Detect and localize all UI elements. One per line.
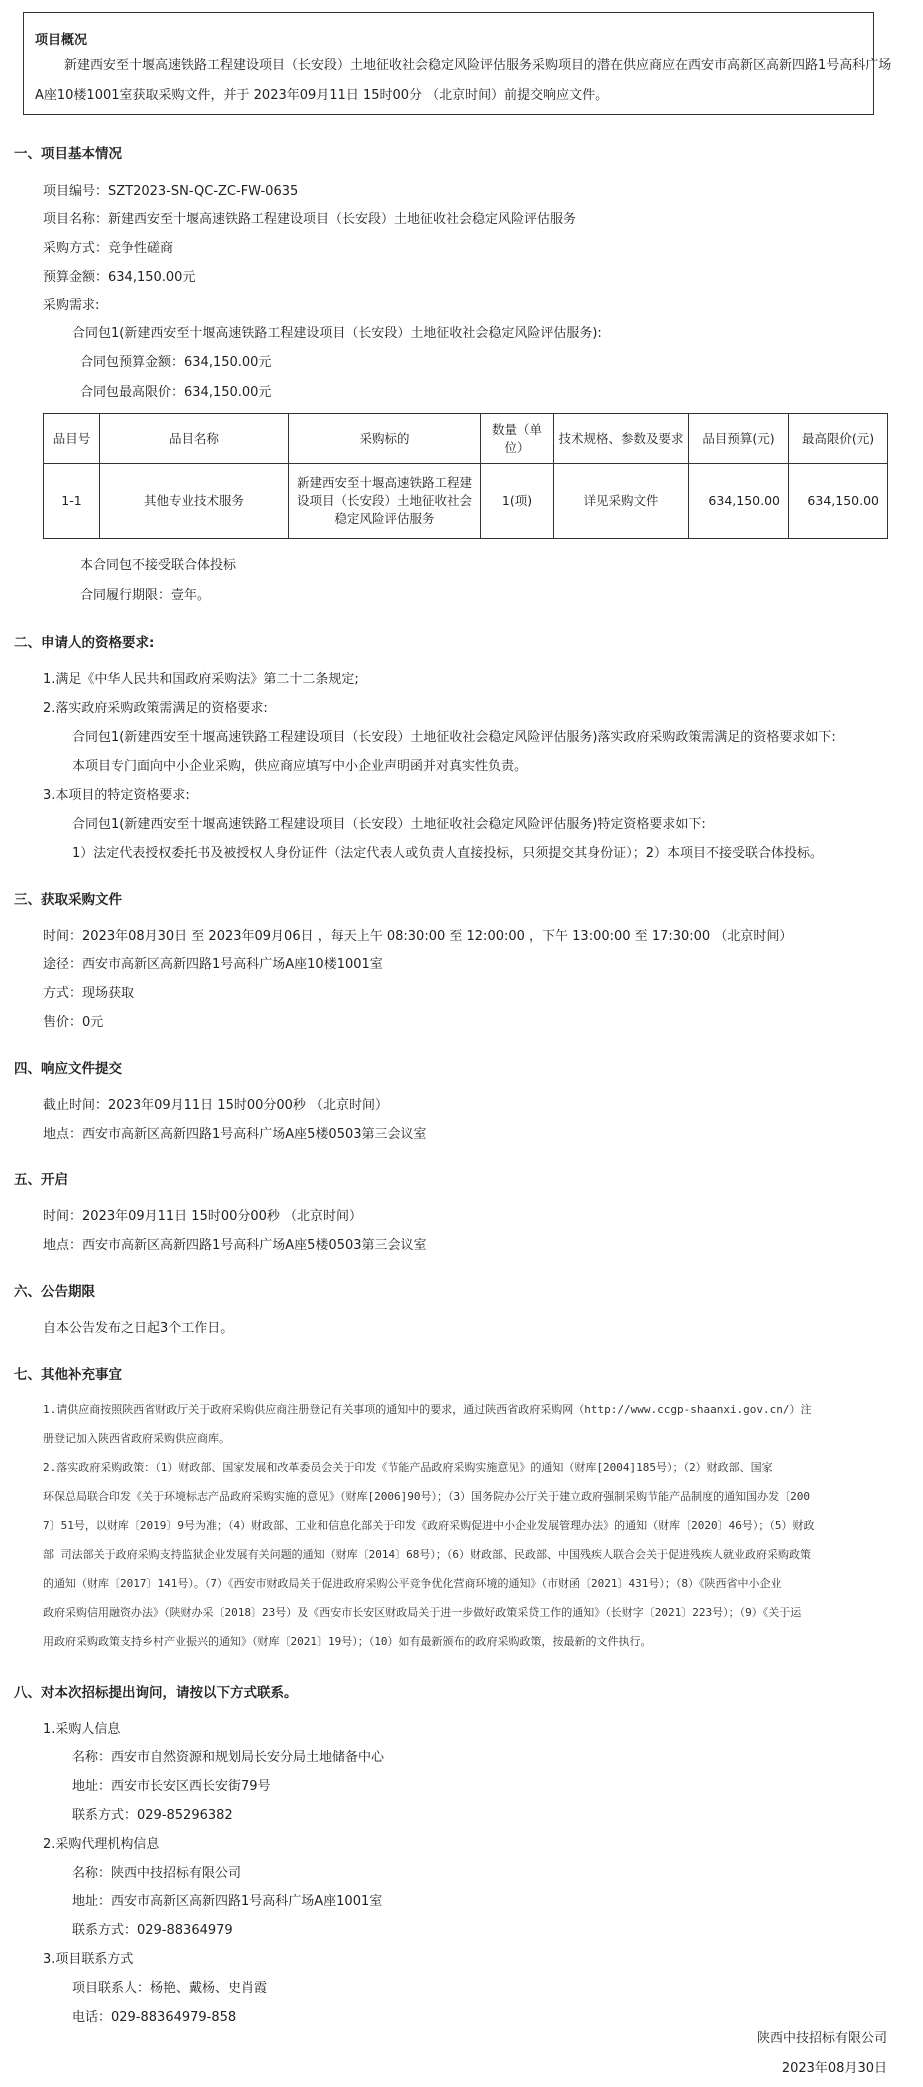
project-name: 项目名称：新建西安至十堰高速铁路工程建设项目（长安段）土地征收社会稳定风险评估服务 [43,212,577,227]
submission-place: 地点：西安市高新区高新四路1号高科广场A座5楼0503第三会议室 [43,1127,427,1142]
supplementary-p2-line4: 部 司法部关于政府采购支持监狱企业发展有关问题的通知（财库〔2014〕68号）；（6）财政部、民政部、中国残疾人联合会关于促进残疾人就业政府采购政策 [43,1548,811,1561]
buyer-phone: 联系方式：029-85296382 [72,1808,233,1823]
section-notice-period-heading: 六、公告期限 [14,1284,95,1300]
table-header-cell: 最高限价(元) [789,414,888,464]
notice-period-text: 自本公告发布之日起3个工作日。 [43,1321,234,1336]
footer-date: 2023年08月30日 [781,2061,887,2076]
supplementary-p2-line2: 环保总局联合印发《关于环境标志产品政府采购实施的意见》（财库[2006]90号）；（3）国务院办公厅关于建立政府强制采购节能产品制度的通知国办发〔200 [43,1490,810,1503]
obtain-method: 方式：现场获取 [43,986,135,1001]
project-contact-phone: 电话：029-88364979-858 [72,2010,237,2025]
supplementary-p2-line1: 2.落实政府采购政策：（1）财政部、国家发展和改革委员会关于印发《节能产品政府采购实施意见》的通知（财库[2004]185号）；（2）财政部、国家 [43,1461,773,1474]
qualification-item-3-detail: 合同包1(新建西安至十堰高速铁路工程建设项目（长安段）土地征收社会稳定风险评估服务)特定资格要求如下: [72,817,706,832]
buyer-name: 名称：西安市自然资源和规划局长安分局土地储备中心 [72,1750,385,1765]
table-cell: 634,150.00 [789,464,888,539]
agency-phone: 联系方式：029-88364979 [72,1923,233,1938]
agency-address: 地址：西安市高新区高新四路1号高科广场A座1001室 [72,1894,383,1909]
section-supplementary-heading: 七、其他补充事宜 [14,1367,122,1383]
agency-name: 名称：陕西中技招标有限公司 [72,1866,242,1881]
supplementary-p2-line3: 7〕51号，以财库〔2019〕9号为准；（4）财政部、工业和信息化部关于印发《政府采购促进中小企业发展管理办法》的通知（财库〔2020〕46号）；（5）财政 [43,1519,815,1532]
table-cell: 1-1 [44,464,100,539]
footer-company: 陕西中技招标有限公司 [756,2031,887,2046]
supplementary-p2-line5: 的通知（财库〔2017〕141号）。（7）《西安市财政局关于促进政府采购公平竞争优化营商环境的通知》（市财函〔2021〕431号）；（8）《陕西省中小企业 [43,1577,782,1590]
opening-place: 地点：西安市高新区高新四路1号高科广场A座5楼0503第三会议室 [43,1238,427,1253]
qualification-item-3: 3.本项目的特定资格要求: [43,788,190,803]
sme-requirement: 本项目专门面向中小企业采购，供应商应填写中小企业声明函并对真实性负责。 [72,759,528,774]
obtain-location: 途径：西安市高新区高新四路1号高科广场A座10楼1001室 [43,957,383,972]
table-header-cell: 品目名称 [100,414,289,464]
opening-time: 时间：2023年09月11日 15时00分00秒 （北京时间） [43,1209,363,1224]
obtain-time: 时间：2023年08月30日 至 2023年09月06日 ，每天上午 08:30:00 至 12:00:00 ，下午 13:00:00 至 17:30:00 （北京时间） [43,929,793,944]
agency-info-label: 2.采购代理机构信息 [43,1837,160,1852]
section-submission-heading: 四、响应文件提交 [14,1061,122,1077]
procurement-method: 采购方式：竞争性磋商 [43,241,174,256]
supplementary-p2-line7: 用政府采购政策支持乡村产业振兴的通知》（财库〔2021〕19号）；（10）如有最新颁布的政府采购政策，按最新的文件执行。 [43,1635,652,1648]
package-budget: 合同包预算金额：634,150.00元 [80,355,272,370]
procurement-demand-label: 采购需求: [43,298,100,313]
table-header-cell: 品目号 [44,414,100,464]
submission-deadline: 截止时间：2023年09月11日 15时00分00秒 （北京时间） [43,1098,389,1113]
project-contacts: 项目联系人：杨艳、戴杨、史肖霞 [72,1981,268,1996]
table-header-row [44,414,888,464]
section-basic-info-heading: 一、项目基本情况 [14,146,122,162]
project-number: 项目编号：SZT2023-SN-QC-ZC-FW-0635 [43,184,299,199]
procurement-items-table [43,413,888,539]
overview-text-line1: 新建西安至十堰高速铁路工程建设项目（长安段）土地征收社会稳定风险评估服务采购项目的潜在供应商应在西安市高新区高新四路1号高科广场 [64,58,892,73]
overview-text-line2: A座10楼1001室获取采购文件，并于 2023年09月11日 15时00分 （北京时间）前提交响应文件。 [35,88,609,103]
contract-term: 合同履行期限：壹年。 [80,588,211,603]
qualification-item-1: 1.满足《中华人民共和国政府采购法》第二十二条规定; [43,672,359,687]
budget-amount: 预算金额：634,150.00元 [43,270,196,285]
contract-package-line: 合同包1(新建西安至十堰高速铁路工程建设项目（长安段）土地征收社会稳定风险评估服务): [72,326,602,341]
buyer-info-label: 1.采购人信息 [43,1722,121,1737]
project-overview-box [23,12,892,115]
table-cell: 634,150.00 [689,464,789,539]
table-cell: 1(项) [481,464,554,539]
supplementary-p2-line6: 政府采购信用融资办法》（陕财办采〔2018〕23号）及《西安市长安区财政局关于进一步做好政策采贷工作的通知》（长财字〔2021〕223号）；（9）《关于运 [43,1606,802,1619]
project-contact-label: 3.项目联系方式 [43,1952,134,1967]
table-header-cell: 采购标的 [289,414,481,464]
no-consortium-note: 本合同包不接受联合体投标 [80,558,237,573]
section-obtain-docs-heading: 三、获取采购文件 [14,892,122,908]
section-contact-heading: 八、对本次招标提出询问，请按以下方式联系。 [14,1685,298,1701]
specific-requirements: 1）法定代表授权委托书及被授权人身份证件（法定代表人或负责人直接投标，只须提交其身份证）；2）本项目不接受联合体投标。 [72,846,824,861]
table-row [44,464,888,539]
package-max-price: 合同包最高限价：634,150.00元 [80,385,272,400]
table-header-cell: 数量（单位） [481,414,554,464]
buyer-address: 地址：西安市长安区西长安街79号 [72,1779,271,1794]
table-cell: 详见采购文件 [554,464,689,539]
qualification-item-2-detail: 合同包1(新建西安至十堰高速铁路工程建设项目（长安段）土地征收社会稳定风险评估服务)落实政府采购政策需满足的资格要求如下: [72,730,836,745]
table-header-cell: 品目预算(元) [689,414,789,464]
supplementary-p1-line1: 1.请供应商按照陕西省财政厅关于政府采购供应商注册登记有关事项的通知中的要求，通过陕西省政府采购网（http://www.ccgp-shaanxi.gov.cn/）注 [43,1403,812,1416]
qualification-item-2: 2.落实政府采购政策需满足的资格要求: [43,701,268,716]
overview-title: 项目概况 [35,33,88,48]
section-qualifications-heading: 二、申请人的资格要求: [14,635,155,651]
section-opening-heading: 五、开启 [14,1172,68,1188]
table-cell: 其他专业技术服务 [100,464,289,539]
table-header-cell: 技术规格、参数及要求 [554,414,689,464]
document-price: 售价：0元 [43,1015,104,1030]
table-cell: 新建西安至十堰高速铁路工程建设项目（长安段）土地征收社会稳定风险评估服务 [289,464,481,539]
supplementary-p1-line2: 册登记加入陕西省政府采购供应商库。 [43,1432,230,1445]
